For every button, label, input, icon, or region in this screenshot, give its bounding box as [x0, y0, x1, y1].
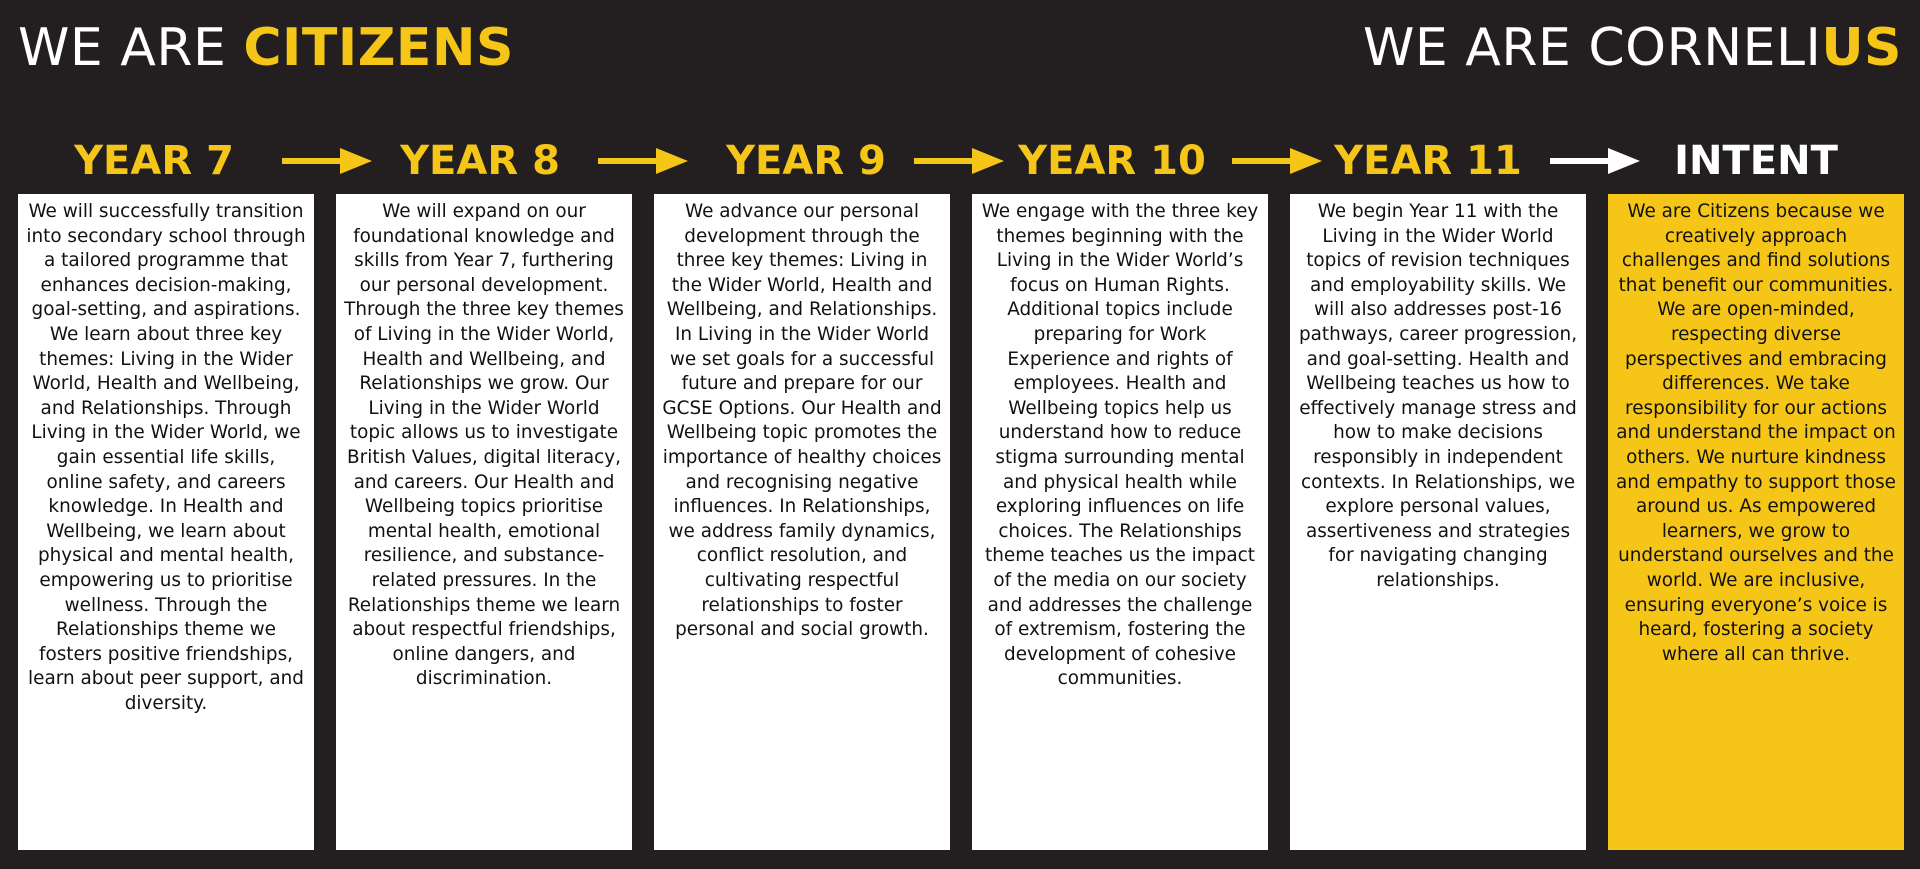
- heading-year-7: YEAR 7: [74, 138, 234, 184]
- panel-year-10: [972, 194, 1268, 850]
- panel-intent: [1608, 194, 1904, 850]
- title-right-accent: US: [1821, 18, 1902, 78]
- panel-year-8: [336, 194, 632, 850]
- heading-year-10: YEAR 10: [1018, 138, 1206, 184]
- heading-year-11: YEAR 11: [1334, 138, 1522, 184]
- timeline-header: [0, 136, 1920, 186]
- heading-year-8: YEAR 8: [400, 138, 560, 184]
- panel-year-11-text: We begin Year 11 with the Living in the Wider World topics of revision techniques and employability skills. We will also addresses post-16 pathways, career progression, and goal-setting. Health and Wellbeing teaches us how to effectively manage stress and how to make decisions responsibly in independent contexts. In Relationships, we explore personal values, assertiveness and strategies for navigating changing relationships.: [1298, 201, 1578, 591]
- heading-year-9: YEAR 9: [726, 138, 886, 184]
- panel-intent-text: We are Citizens because we creatively approach challenges and find solutions that benefit our communities. We are open-minded, respecting diverse perspectives and embracing differences. We take responsibility for our actions and understand the impact on others. We nurture kindness and empathy to support those around us. As empowered learners, we grow to understand ourselves and the world. We are inclusive, ensuring everyone’s voice is heard, fostering a society where all can thrive.: [1616, 201, 1896, 665]
- title-we-are-citizens: [18, 18, 514, 78]
- title-we-are-cornelius: [1363, 18, 1902, 78]
- panel-year-10-text: We engage with the three key themes beginning with the Living in the Wider World’s focus on Human Rights. Additional topics include preparing for Work Experience and rights of employees. Health and Wellbeing topics help us understand how to reduce stigma surrounding mental and physical health while exploring influences on life choices. The Relationships theme teaches us the impact of the media on our society and addresses the challenge of extremism, fostering the development of cohesive communities.: [981, 201, 1259, 690]
- panel-year-7-text: We will successfully transition into secondary school through a tailored programme that enhances decision-making, goal-setting, and aspirations. We learn about three key themes: Living in the Wider World, Health and Wellbeing, and Relationships. Through Living in the Wider World, we gain essential life skills, online safety, and careers knowledge. In Health and Wellbeing, we learn about physical and mental health, empowering us to prioritise wellness. Through the Relationships theme we fosters positive friendships, learn about peer support, and diversity.: [26, 201, 306, 714]
- panel-year-11: [1290, 194, 1586, 850]
- heading-intent: INTENT: [1674, 138, 1838, 184]
- panel-year-9-text: We advance our personal development through the three key themes: Living in the Wider World, Health and Wellbeing, and Relationships. In Living in the Wider World we set goals for a successful future and prepare for our GCSE Options. Our Health and Wellbeing topic promotes the importance of healthy choices and recognising negative influences. In Relationships, we address family dynamics, conflict resolution, and cultivating respectful relationships to foster personal and social growth.: [662, 201, 942, 641]
- panel-year-7: [18, 194, 314, 850]
- title-right-prefix: WE ARE CORNELI: [1362, 18, 1822, 78]
- panel-year-8-text: We will expand on our foundational knowledge and skills from Year 7, furthering our personal development. Through the three key themes of Living in the Wider World, Health and Wellbeing, and Relationships we grow. Our Living in the Wider World topic allows us to investigate British Values, digital literacy, and careers. Our Health and Wellbeing topics prioritise mental health, emotional resilience, and substance-related pressures. In the Relationships theme we learn about respectful friendships, online dangers, and discrimination.: [344, 201, 624, 690]
- title-left-accent: CITIZENS: [243, 18, 514, 78]
- panel-year-9: [654, 194, 950, 850]
- title-left-prefix: WE ARE: [18, 18, 244, 78]
